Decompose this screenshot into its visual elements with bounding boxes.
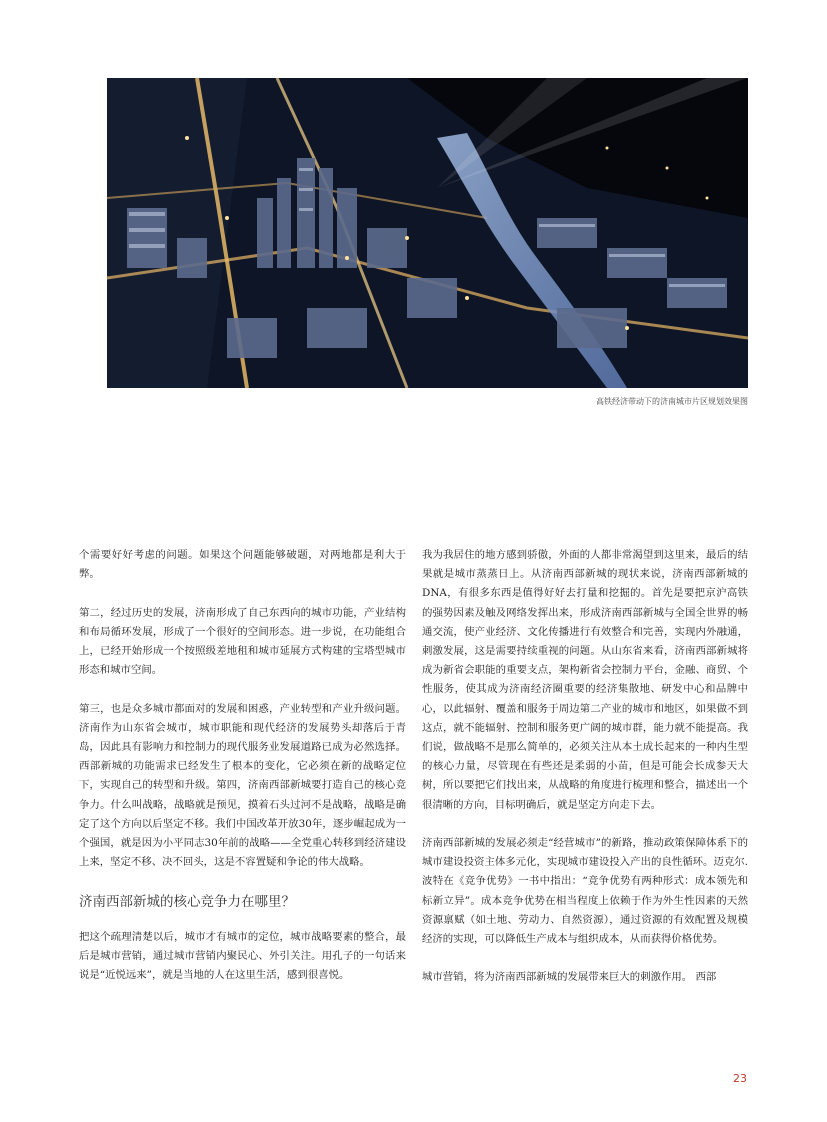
- city-planning-render-image: [107, 78, 748, 388]
- night-cityscape-illustration: [107, 78, 748, 388]
- image-caption: 高铁经济带动下的济南城市片区规划效果图: [596, 397, 748, 406]
- paragraph: 第二，经过历史的发展，济南形成了自己东西向的城市功能，产业结构和布局循环发展，形成了一个很好的空间形态。进一步说，在功能组合上，已经开始形成一个按照级差地租和城市延展方式构建的宝塔型城市形态和城市空间。: [79, 606, 406, 677]
- paragraph: 个需要好好考虑的问题。如果这个问题能够破题，对两地都是利大于弊。: [79, 549, 406, 581]
- paragraph: 城市营销，将为济南西部新城的发展带来巨大的刺激作用。 西部: [422, 971, 717, 984]
- paragraph: 第三，也是众多城市都面对的发展和困惑，产业转型和产业升级问题。济南作为山东省会城市，城市职能和现代经济的发展势头却落后于青岛，因此具有影响力和控制力的现代服务业发展道路已成为必然选择。西部新城的功能需求已经发生了根本的变化，它必须在新的战略定位下，实现自己的转型和升级。第四，济南西部新城要打造自己的核心竞争力。什么叫战略，战略就是预见，摸着石头过河不是战略，战略是确定了这个方向以后坚定不移。我们中国改革开放30年，逐步崛起成为一个强国，就是因为小平同志30年前的战略——全党重心转移到经济建设上来，坚定不移、决不回头，这是不容置疑和争论的伟大战略。: [79, 702, 406, 869]
- paragraph: 济南西部新城的发展必须走“经营城市”的新路，推动政策保障体系下的城市建设投资主体多元化，实现城市建设投入产出的良性循环。迈克尔.波特在《竞争优势》一书中指出：“竞争优势有两种形式：成本领先和标新立异”。成本竞争优势在相当程度上依赖于作为外生性因素的天然资源禀赋（如土地、劳动力、自然资源），通过资源的有效配置及规模经济的实现，可以降低生产成本与组织成本，从而获得价格优势。: [422, 837, 748, 946]
- section-heading: 济南西部新城的核心竞争力在哪里？: [79, 893, 295, 910]
- page-number: 23: [733, 1072, 747, 1085]
- paragraph: 我为我居住的地方感到骄傲，外面的人都非常渴望到这里来，最后的结果就是城市蒸蒸日上。从济南西部新城的现状来说，济南西部新城的DNA，有很多东西是值得好好去打量和挖掘的。首先是要把京沪高铁的强势因素及触及网络发挥出来，形成济南西部新城与全国全世界的畅通交流，使产业经济、文化传播进行有效整合和完善，实现内外融通，刺激发展，这是需要持续重视的问题。从山东省来看，济南西部新城将成为新省会职能的重要支点，架构新省会控制力平台，金融、商贸、个性服务，使其成为济南经济圈重要的经济集散地、研发中心和品牌中心，以此辐射、覆盖和服务于周边第二产业的城市和地区，如果做不到这点，就不能辐射、控制和服务更广阔的城市群，能力就不能提高。我们说，做战略不是那么简单的，必须关注从本土成长起来的一种内生型的核心力量，尽管现在有些还是柔弱的小苗，但是可能会长成参天大树，所以要把它们找出来，从战略的角度进行梳理和整合，描述出一个很清晰的方向，目标明确后，就是坚定方向走下去。: [422, 549, 748, 811]
- paragraph: 把这个疏理清楚以后，城市才有城市的定位，城市战略要素的整合，最后是城市营销，通过城市营销内聚民心、外引关注。用孔子的一句话来说是“近悦远来”，就是当地的人在这里生活，感到很喜悦。: [79, 930, 406, 982]
- left-text-column: [79, 546, 406, 1004]
- right-text-column: [422, 546, 748, 1007]
